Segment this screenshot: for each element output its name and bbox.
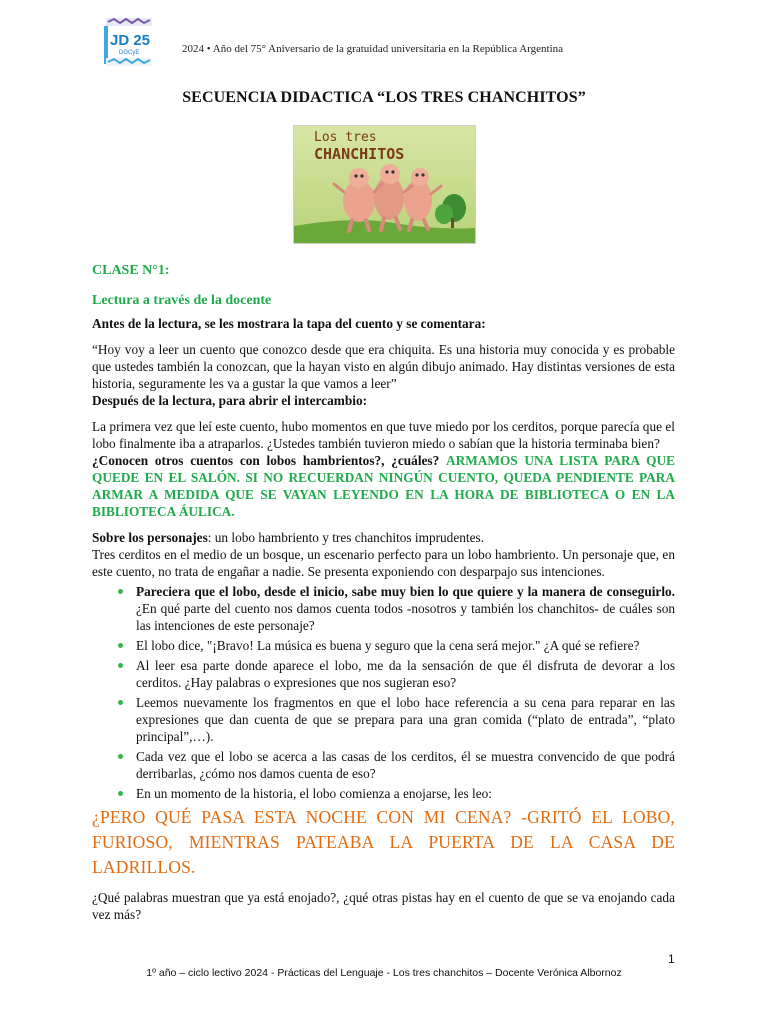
wolf-shout-quote: ¿PERO QUÉ PASA ESTA NOCHE CON MI CENA? -GRITÓ EL LOBO, FURIOSO, MIENTRAS PATEABA LA PUERTA DE LA CASA DE LADRILLOS.	[92, 807, 675, 877]
jd25-logo	[100, 14, 158, 70]
list-item-text: ¿En qué parte del cuento nos damos cuenta todos -nosotros y también los chanchitos- de cuáles son las intenciones de este personaje?	[136, 601, 675, 633]
despues-heading: Después de la lectura, para abrir el intercambio:	[92, 393, 368, 408]
lectura-subheading: Lectura a través de la docente	[92, 293, 272, 308]
paragraph-miedo: La primera vez que leí este cuento, hubo momentos en que tuve miedo por los cerditos, porque parecía que el lobo finalmente iba a atraparlos. ¿Ustedes también tuvieron miedo o sabían que la historia terminaba bien?	[92, 419, 675, 451]
cover-title-line1: Los tres	[314, 130, 377, 145]
list-item: Al leer esa parte donde aparece el lobo, me da la sensación de que él disfruta de devorar a los cerditos. ¿Hay palabras o expresiones que nos sugieran eso?	[136, 658, 675, 690]
page-number: 1	[668, 952, 675, 966]
discussion-list	[92, 583, 675, 802]
question-paragraph	[92, 452, 675, 520]
list-item	[136, 583, 675, 634]
list-item: Leemos nuevamente los fragmentos en que el lobo hace referencia a su cena para reparar en las expresiones que dan cuenta de que se prepara para una gran comida (“plato de entrada”, “plato principal”,…).	[136, 695, 675, 744]
question-instruction: ARMAMOS UNA LISTA PARA QUE QUEDE EN EL SALÓN. SI NO RECUERDAN NINGÚN CUENTO, QUEDA PENDIENTE PARA ARMAR A MEDIDA QUE SE VAYAN LEYENDO EN LA HORA DE BIBLIOTECA O EN LA BIBLIOTECA ÁULICA.	[92, 453, 675, 519]
paragraph-escenario: Tres cerditos en el medio de un bosque, un escenario perfecto para un lobo hambriento. Un personaje que, en este cuento, no trata de engañar a nadie. Se presenta exponiendo con desparpajo sus intenciones.	[92, 547, 675, 579]
document-title: SECUENCIA DIDACTICA “LOS TRES CHANCHITOS”	[182, 89, 586, 106]
final-question: ¿Qué palabras muestran que ya está enojado?, ¿qué otras pistas hay en el cuento de que se va enojando cada vez más?	[92, 890, 675, 922]
personajes-paragraph	[92, 529, 675, 546]
logo-jd25: JD 25	[110, 32, 151, 49]
cover-title-line2: CHANCHITOS	[314, 145, 405, 163]
book-cover-illustration	[293, 125, 476, 244]
personajes-label: Sobre los personajes	[92, 530, 208, 545]
personajes-text: : un lobo hambriento y tres chanchitos imprudentes.	[207, 530, 484, 545]
main-content	[92, 262, 675, 923]
list-item: En un momento de la historia, el lobo comienza a enojarse, les leo:	[136, 785, 675, 802]
list-item: Cada vez que el lobo se acerca a las casas de los cerditos, él se muestra convencido de que podrá derribarlas, ¿cómo nos damos cuenta de eso?	[136, 749, 675, 781]
header-anniversary-text: 2024 • Año del 75° Aniversario de la gratuidad universitaria en la República Argentina	[182, 43, 564, 55]
antes-heading: Antes de la lectura, se les mostrara la tapa del cuento y se comentara:	[92, 316, 486, 331]
page-footer: 1º año – ciclo lectivo 2024 - Prácticas del Lenguaje - Los tres chanchitos – Docente Verónica Albornoz	[146, 967, 622, 979]
question-bold: ¿Conocen otros cuentos con lobos hambrientos?, ¿cuáles?	[92, 453, 440, 468]
list-item-bold: Pareciera que el lobo, desde el inicio, sabe muy bien lo que quiere y la manera de conseguirlo.	[136, 584, 675, 599]
clase-heading: CLASE N°1:	[92, 263, 170, 278]
logo-dgcye: DGCyE	[119, 50, 140, 56]
list-item: El lobo dice, "¡Bravo! La música es buena y seguro que la cena será mejor." ¿A qué se refiere?	[136, 637, 675, 654]
teacher-quote: “Hoy voy a leer un cuento que conozco desde que era chiquita. Es una historia muy conocida y es probable que ustedes también la conozcan, que la hayan visto en algún dibujo animado. Hay distintas versiones de esta historia, seguramente les va a gustar la que vamos a leer”	[92, 342, 675, 391]
